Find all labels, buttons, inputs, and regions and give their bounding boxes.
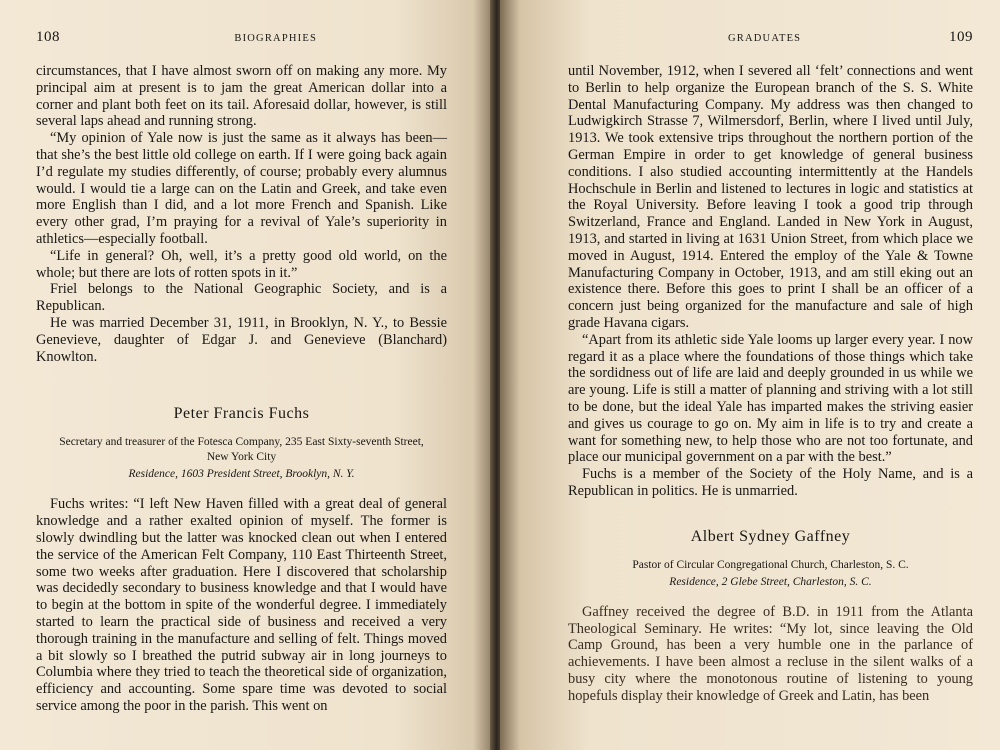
- paragraph: “Apart from its athletic side Yale looms up larger every year. I now regard it as a place where the foundations of those things which take the sordidness out of life are laid and deeply grounded in us while we are young. Life is still a matter of planning and striving with a lot still to be done, but the ideal Yale has imparted makes the striving easier and gives us courage to go on. My aim in life is to try and create a want for something new, to help those who are not too fortunate, and place our municipal government on a par with the best.”: [568, 331, 973, 466]
- right-body-bottom: [568, 604, 973, 705]
- right-body-top: [568, 63, 973, 500]
- right-page-number: 109: [949, 29, 973, 45]
- entry-residence-gaffney: Residence, 2 Glebe Street, Charleston, S. C.: [669, 575, 872, 588]
- entry-residence-fuchs: Residence, 1603 President Street, Brooklyn, N. Y.: [128, 468, 355, 481]
- paragraph: “My opinion of Yale now is just the same as it always has been—that she’s the best little old college on earth. If I were going back again I’d regulate my studies differently, of course; probably every alumnus would. I would tie a large can on the Latin and Greek, and take even more English than I did, and a lot more French and Spanish. Like every other grad, I’m praying for a revival of Yale’s superiority in athletics—especially football.: [36, 130, 447, 247]
- left-page-number: 108: [36, 29, 60, 45]
- right-page: [500, 0, 1000, 750]
- entry-name-fuchs: Peter Francis Fuchs: [173, 405, 310, 423]
- right-running-head: [568, 29, 973, 51]
- paragraph: He was married December 31, 1911, in Brooklyn, N. Y., to Bessie Genevieve, daughter of Edgar J. and Genevieve (Blanchard) Knowlton.: [36, 314, 447, 365]
- entry-occupation-gaffney: Pastor of Circular Congregational Church, Charleston, S. C.: [632, 558, 909, 571]
- entry-name-gaffney: Albert Sydney Gaffney: [690, 527, 851, 545]
- right-running-title: GRADUATES: [728, 33, 802, 44]
- left-body-bottom: [36, 496, 447, 714]
- paragraph: Fuchs is a member of the Society of the Holy Name, and is a Republican in politics. He is unmarried.: [568, 466, 973, 499]
- paragraph: Friel belongs to the National Geographic Society, and is a Republican.: [36, 281, 447, 315]
- entry-occupation-fuchs: Secretary and treasurer of the Fotesca Company, 235 East Sixty-seventh Street, New York City: [59, 436, 424, 464]
- left-running-title: BIOGRAPHIES: [234, 33, 317, 44]
- paragraph: Gaffney received the degree of B.D. in 1911 from the Atlanta Theological Seminary. He writes: “My lot, since leaving the Old Camp Ground, has been a very humble one in the parlance of achievements. I have been almost a recluse in the silent walks of a busy city where the monotonous routine of listening to young hopefuls display their knowledge of Greek and Latin, has been: [568, 603, 973, 704]
- left-body-top: [36, 63, 447, 365]
- left-running-head: [36, 29, 447, 51]
- paragraph: Fuchs writes: “I left New Haven filled with a great deal of general knowledge and a rather exalted opinion of myself. The former is slowly dwindling but the latter was knocked clean out when I entered the service of the American Felt Company, 110 East Thirteenth Street, some two weeks after graduation. Here I discovered that scholarship was decidedly secondary to business knowledge and that I would have to begin at the bottom in spite of the wonderful degree. I immediately started to learn the practical side of business and received a very thorough training in the manufacture and selling of felt. Things moved a bit slowly so I breathed the putrid subway air in long journeys to Columbia where they tried to teach the theoretical side of organization, efficiency and accounting. Some spare time was devoted to social service among the poor in the parish. This went on: [36, 496, 447, 714]
- paragraph: until November, 1912, when I severed all ‘felt’ connections and went to Berlin to help organize the European branch of the S. S. White Dental Manufacturing Company. My address was then changed to Ludwigkirch Strasse 7, Wilmersdorf, Berlin, where I lived until July, 1913. We took extensive trips throughout the northern portion of the German Empire in order to get knowledge of general business conditions. I also studied accounting intermittently at the Handels Hochschule in Berlin and listened to lectures in logic and statistics at the Royal University. Before leaving I took a good trip through Switzerland, France and England. Landed in New York in August, 1913, and started in living at 1631 Union Street, from which place we moved in August, 1914. Entered the employ of the Yale & Towne Manufacturing Company in October, 1913, and am still eking out an existence there. Before this goes to print I shall be an officer of a concern just being organized for the manufacture and sale of high grade Havana cigars.: [568, 63, 973, 331]
- paragraph: circumstances, that I have almost sworn off on making any more. My principal aim at present is to jam the great American dollar into a corner and plant both feet on its tail. Aforesaid dollar, however, is still several laps ahead and running strong.: [36, 63, 447, 130]
- left-page: [0, 0, 493, 750]
- paragraph: “Life in general? Oh, well, it’s a pretty good old world, on the whole; but there are lots of rotten spots in it.”: [36, 247, 447, 281]
